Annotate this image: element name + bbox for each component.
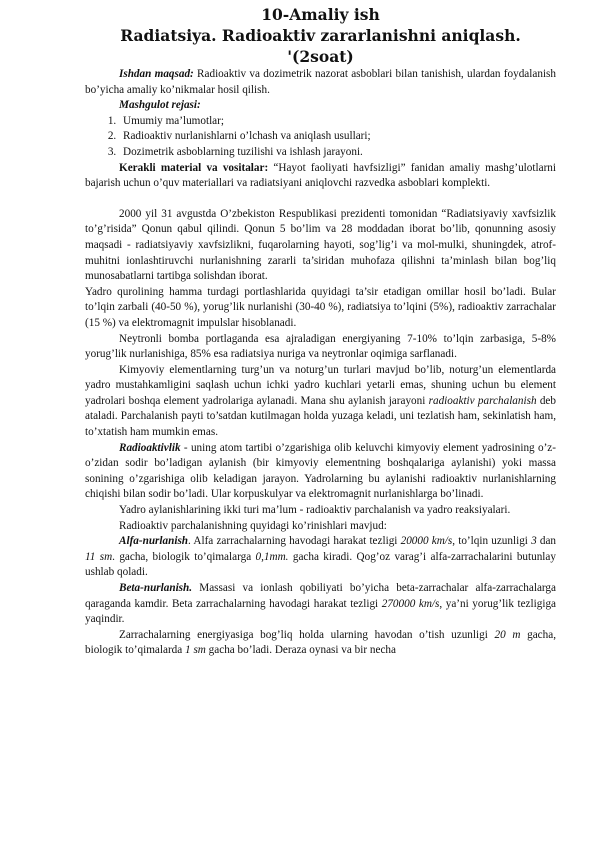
neutron-bomb-paragraph: Neytronli bomba portlaganda esa ajraladigan energiyaning 7-10% to’lqin zarbasiga, 5-8% yorug’lik nurlanishiga, 85% esa radiatsiya nuriga va neytronlar oqimiga sarflanadi. xyxy=(85,332,556,361)
materials-label: Kerakli material va vositalar: xyxy=(119,161,269,174)
alpha-paragraph xyxy=(85,534,556,581)
energy-text: gacha bo’ladi. Deraza oynasi va bir necha xyxy=(205,644,396,657)
beta-term: Beta-nurlanish. xyxy=(119,582,193,594)
tissue-range: 1 sm xyxy=(185,644,206,657)
radioactivity-paragraph xyxy=(85,441,556,503)
alpha-text: . gacha, biologik to’qimalarga xyxy=(112,550,256,563)
alpha-text: dan xyxy=(536,535,556,548)
alpha-term: Alfa-nurlanish xyxy=(119,535,189,548)
topic-title: Radiatsiya. Radioaktiv zararlanishni aniqlash. xyxy=(120,26,521,45)
goal-paragraph xyxy=(85,67,556,98)
alpha-range-max: 11 sm xyxy=(85,550,113,563)
page-title: 10-Amaliy ish xyxy=(261,5,380,24)
spacer xyxy=(85,192,556,207)
materials-paragraph xyxy=(85,161,556,192)
plan-heading xyxy=(85,98,556,114)
beta-text: Massasi va ionlash qobiliyati bo’yicha beta-zarrachalar alfa-zarrachalarga qaraganda kamdir. Beta zarrachalarning havodagi harakat tezligi xyxy=(85,582,556,610)
radioactive-decay-term: radioaktiv parchalanish xyxy=(428,394,537,407)
nuclear-transformation-paragraph: Yadro aylanishlarining ikki turi ma’lum - radioaktiv parchalanish va yadro reaksiyalari. xyxy=(119,504,511,517)
plan-item: 3. Dozimetrik asboblarning tuzilishi va ishlash jarayoni. xyxy=(119,145,556,161)
energy-text: Zarrachalarning energiyasiga bog’liq holda ularning havodan o’tish uzunligi xyxy=(119,628,495,641)
materials-text: “Hayot faoliyati havfsizligi” fanidan amaliy mashg’ulotlarni bajarish uchun o’quv materiallari va radiatsiyani aniqlovchi razvedka asboblari komplekti. xyxy=(85,161,556,190)
energy-text: gacha, biologik to’qimalarda xyxy=(85,628,556,657)
alpha-text: . Alfa zarrachalarning havodagi harakat tezligi xyxy=(188,535,401,548)
goal-label: Ishdan maqsad: xyxy=(119,68,194,80)
alpha-text: gacha kiradi. Qog’oz varag’i alfa-zarrachalarini butunlay ushlab qoladi. xyxy=(85,550,556,579)
duration-label: '(2soat) xyxy=(287,47,354,66)
goal-text: Radioaktiv va dozimetrik nazorat asboblari bilan tanishish, ulardan foydalanish bo’yicha amaliy ko’nikmalar hosil qilish. xyxy=(85,68,557,96)
law-paragraph: 2000 yil 31 avgustda O’zbekiston Respublikasi prezidenti tomonidan “Radiatsiyaviy xavfsizlik to’g’risida” Qonun qabul qilindi. Qonun 5 bo’lim va 28 moddadan iborat bo’lib, qonunning asosiy maqsadi - radiatsiyaviy xavfsizlikni, fuqarolarning hayoti, sog’lig’i va mol-mulki, shuningdek, atrof-muhitni ionlashtiruvchi nurlanishning zararli ta’siridan muhofaza qilishni ta’minlash bilan bog’liq munosabatlarni tartibga solishdan iborat. xyxy=(85,207,556,283)
plan-item: 2. Radioaktiv nurlanishlarni o’lchash va aniqlash usullari; xyxy=(119,129,556,145)
elements-text-a: Kimyoviy elementlarning turg’un va noturg’un turlari mavjud bo’lib, noturg’un elementlarda yadro mustahkamligini saqlash uchun ichki yadro kuchlari yetarli emas, shuning uchun bu element yadrolari boshqa element yadrolariga aylanadi. Mana shu aylanish jarayoni xyxy=(85,363,556,407)
plan-list xyxy=(85,114,556,161)
alpha-speed: 20000 km/s xyxy=(400,535,453,548)
alpha-range-min: 3 xyxy=(531,535,537,548)
decay-types-intro: Radioaktiv parchalanishning quyidagi ko’rinishlari mavjud: xyxy=(119,519,387,532)
plan-label: Mashgulot rejasi: xyxy=(119,99,201,112)
plan-item: 1. Umumiy ma’lumotlar; xyxy=(119,114,556,130)
alpha-tissue-depth: 0,1mm. xyxy=(255,550,289,563)
nuclear-factors-paragraph: Yadro qurolining hamma turdagi portlashlarida quyidagi ta’sir etadigan omillar hosil bo’ladi. Bular to’lqin zarbali (40-50 %), yorug’lik nurlanishi (30-40 %), radiatsiya to’lqini (5%), radioaktiv zarrachalar (15 %) va elektromagnit impulslar hisoblanadi. xyxy=(85,285,556,329)
air-range: 20 m xyxy=(494,628,521,641)
document-page xyxy=(85,4,556,659)
elements-paragraph xyxy=(85,363,556,441)
elements-text-b: deb ataladi. Parchalanish payti to’satdan kutilmagan holda yuzaga keladi, uni tezlatish ham, sekinlatish ham, to’xtatish ham mumkin emas. xyxy=(85,394,556,439)
radioactivity-text: - uning atom tartibi o’zgarishiga olib keluvchi kimyoviy element yadrosining o’z-o’zidan sodir bo’ladigan aylanish (bir kimyoviy elementning boshqalariga aylanishi) yoki massa sonining o’zgarishiga olib keladigan jarayon. Yadrolarning bu aylanishi radioaktiv nurlanishlarning chiqishi bilan sodir bo’ladi. Ular korpuskulyar va elektromagnit nurlanishlarga bo’linadi. xyxy=(85,441,556,501)
particle-energy-paragraph xyxy=(85,628,556,659)
beta-speed: 270000 km/s xyxy=(381,597,440,610)
beta-paragraph xyxy=(85,581,556,628)
beta-text: , ya’ni yorug’lik tezligiga yaqindir. xyxy=(85,597,557,626)
alpha-text: , to’lqin uzunligi xyxy=(452,535,532,548)
radioactivity-term: Radioaktivlik xyxy=(119,441,181,454)
